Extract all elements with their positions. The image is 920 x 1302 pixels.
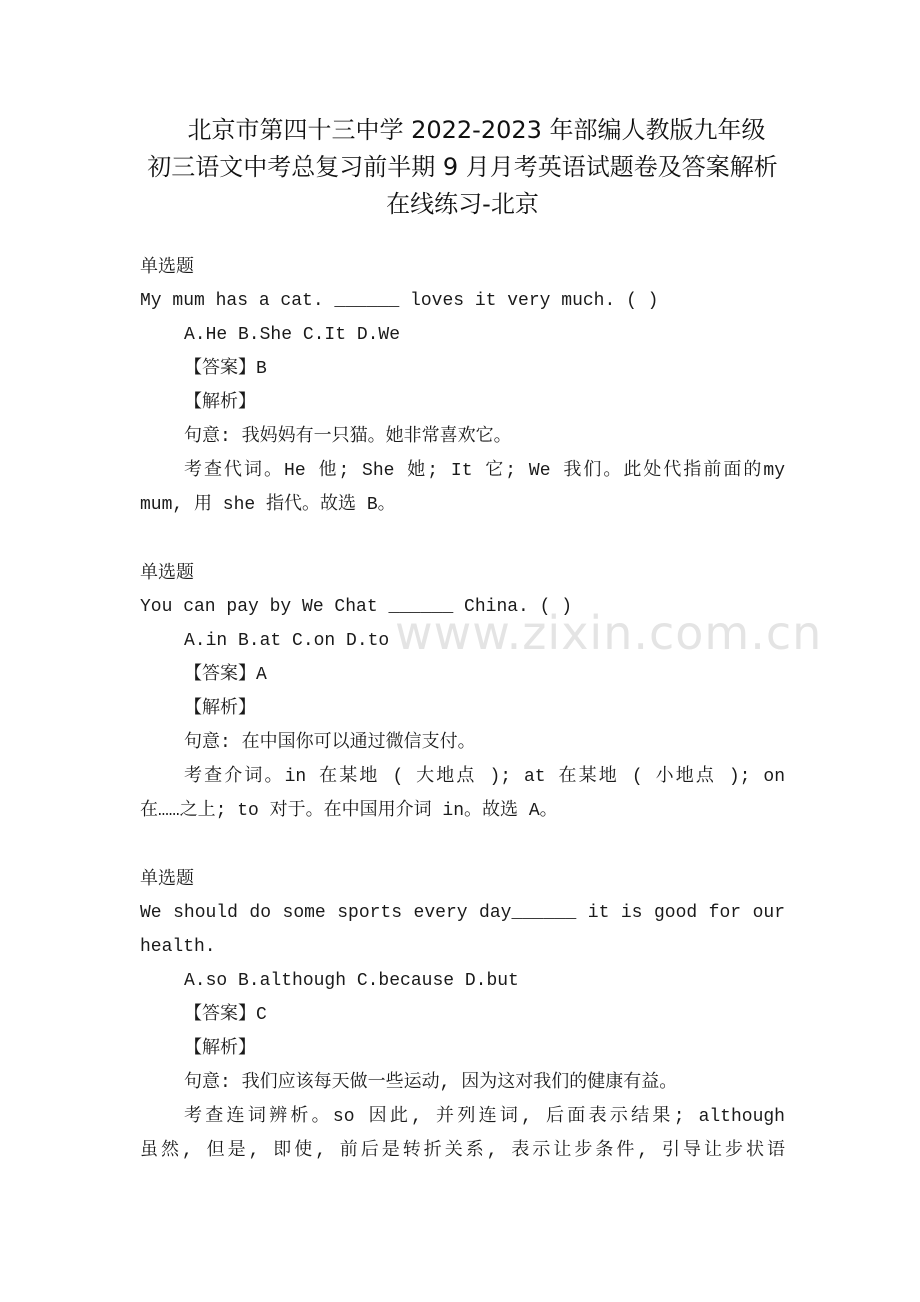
question-2-analysis-label: 【解析】: [184, 699, 256, 719]
question-2-answer: 【答案】A: [184, 665, 267, 685]
question-3-explanation-line-1: 考查连词辨析。so 因此, 并列连词, 后面表示结果; although: [184, 1107, 785, 1127]
title-line-1: 北京市第四十三中学 2022-2023 年部编人教版九年级: [187, 116, 766, 144]
question-3-type: 单选题: [140, 868, 194, 889]
question-3-answer: 【答案】C: [184, 1005, 267, 1025]
question-2-meaning: 句意: 在中国你可以通过微信支付。: [184, 733, 476, 753]
question-1-options: A.He B.She C.It D.We: [184, 325, 401, 345]
title-line-2: 初三语文中考总复习前半期 9 月月考英语试题卷及答案解析: [147, 153, 778, 181]
question-2-options: A.in B.at C.on D.to: [184, 631, 390, 651]
document-title: [140, 112, 785, 223]
question-2-type: 单选题: [140, 562, 194, 583]
question-1-analysis-label: 【解析】: [184, 393, 256, 413]
question-1-explanation-line-1: 考查代词。He 他; She 她; It 它; We 我们。此处代指前面的my: [184, 461, 785, 481]
question-2-explanation-line-2: 在……之上; to 对于。在中国用介词 in。故选 A。: [140, 801, 558, 821]
question-1-meaning: 句意: 我妈妈有一只猫。她非常喜欢它。: [184, 427, 512, 447]
watermark: www.zixin.com.cn: [395, 606, 823, 660]
question-1-answer: 【答案】B: [184, 359, 267, 379]
question-3-stem-line-2: health.: [140, 937, 216, 957]
question-3-analysis-label: 【解析】: [184, 1039, 256, 1059]
question-1-type: 单选题: [140, 256, 194, 277]
title-line-3: 在线练习-北京: [386, 190, 539, 218]
question-3-stem-line-1: We should do some sports every day______ it is good for our: [140, 903, 785, 923]
question-3-options: A.so B.although C.because D.but: [184, 971, 519, 991]
question-1-explanation-line-2: mum, 用 she 指代。故选 B。: [140, 495, 396, 515]
question-1-stem: My mum has a cat. ______ loves it very much. ( ): [140, 291, 659, 311]
question-2-explanation-line-1: 考查介词。in 在某地 ( 大地点 ); at 在某地 ( 小地点 ); on: [184, 767, 785, 787]
question-2-stem: You can pay by We Chat ______ China. ( ): [140, 597, 573, 617]
question-3-meaning: 句意: 我们应该每天做一些运动, 因为这对我们的健康有益。: [184, 1073, 678, 1093]
question-3-explanation-line-2: 虽然, 但是, 即使, 前后是转折关系, 表示让步条件, 引导让步状语: [140, 1141, 785, 1161]
